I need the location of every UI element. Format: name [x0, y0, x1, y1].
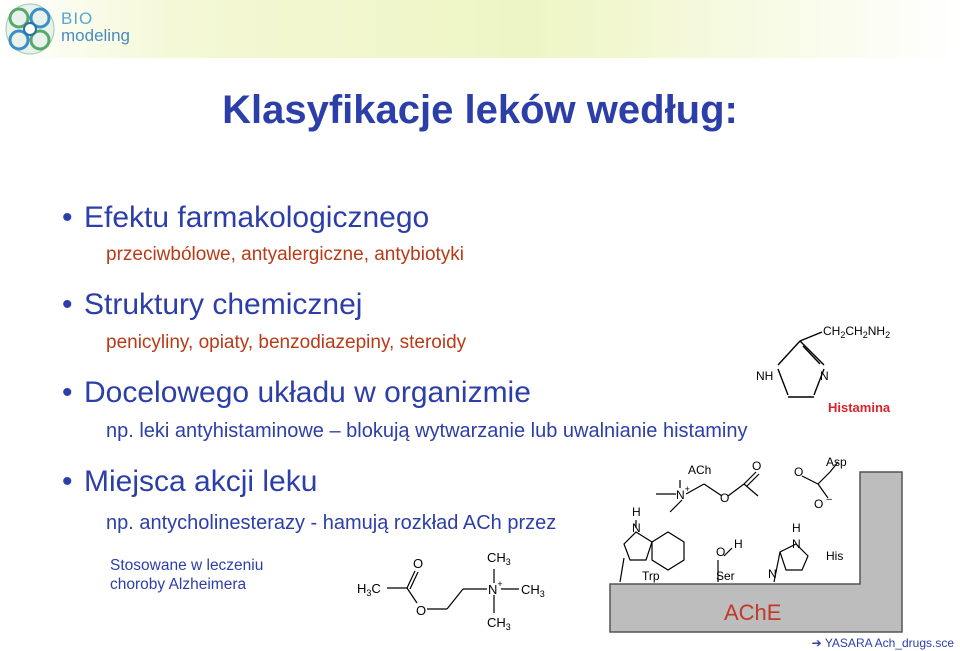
- ache-ser-h: H: [734, 537, 743, 551]
- ache-active-site-diagram: [606, 452, 906, 636]
- ach-ch3-bottom: $CH_3$: [487, 615, 511, 632]
- bullet-sub-pharmacological-effect: przeciwbólowe, antyalergiczne, antybiotyki: [106, 244, 465, 265]
- bullet-heading: Efektu farmakologicznego: [84, 201, 430, 234]
- ache-o-ester: O: [720, 491, 730, 505]
- logo-line-bio: BIO: [61, 9, 94, 28]
- histamine-label: Histamina: [828, 400, 891, 415]
- ache-ach-label: ACh: [688, 463, 712, 477]
- bullet-action-site: [62, 465, 317, 499]
- ache-trp-n: N: [632, 521, 641, 535]
- ache-his-n-top: N: [792, 537, 801, 551]
- ach-n-plus: N+: [488, 579, 503, 597]
- bullet-dot-icon: •: [62, 288, 73, 321]
- ache-his-label: His: [826, 549, 844, 563]
- histamine-structure: [740, 318, 950, 418]
- ache-ser-label: Ser: [716, 569, 735, 583]
- ache-n-plus: N+: [676, 484, 690, 502]
- bullet-heading: Struktury chemicznej: [84, 288, 363, 321]
- biomodeling-logo-icon: [4, 2, 56, 56]
- logo-line-modeling: modeling: [61, 26, 130, 45]
- logo-text: [61, 10, 130, 44]
- ache-trp-label: Trp: [642, 569, 660, 583]
- ache-o-asp-bottom: O –: [814, 494, 832, 511]
- ache-trp-h: H: [632, 505, 641, 519]
- bullet-dot-icon: •: [62, 201, 73, 234]
- ache-his-n-bottom: N: [768, 567, 777, 581]
- bullet-heading: Miejsca akcji leku: [84, 465, 318, 498]
- bullet-sub-chemical-structure: penicyliny, opiaty, benzodiazepiny, steroidy: [106, 332, 467, 353]
- ache-enzyme-label: AChE: [724, 600, 782, 625]
- ache-his-h: H: [792, 521, 801, 535]
- footer-scene-reference: ➔ YASARA Ach_drugs.sce: [811, 636, 954, 650]
- ach-o-carbonyl: O: [413, 556, 424, 571]
- note-line-1: Stosowane w leczeniu: [110, 557, 264, 574]
- bullet-pharmacological-effect: [62, 201, 429, 235]
- alzheimer-note: [110, 556, 263, 594]
- bullet-dot-icon: •: [62, 465, 73, 498]
- bullet-sub-action-site: np. antycholinesterazy - hamują rozkład ACh przez: [106, 512, 557, 534]
- bullet-heading: Docelowego układu w organizmie: [84, 376, 531, 409]
- note-line-2: choroby Alzheimera: [110, 576, 247, 593]
- histamine-nh: NH: [756, 369, 774, 383]
- ache-o-carbonyl: O: [752, 459, 762, 473]
- ach-o-ester: O: [416, 603, 427, 618]
- bullet-sub-target-system: np. leki antyhistaminowe – blokują wytwarzanie lub uwalnianie histaminy: [106, 420, 748, 442]
- ache-ser-o: O: [716, 545, 726, 559]
- header-banner: [0, 0, 960, 58]
- ach-h3c: $H_3C$: [357, 581, 381, 598]
- ache-asp-label: Asp: [826, 455, 847, 469]
- ache-o-asp-top: O: [794, 465, 804, 479]
- histamine-side-chain: $CH_2CH_2NH_2$: [823, 324, 891, 340]
- ach-ch3-right: $CH_3$: [521, 582, 545, 599]
- slide-title: Klasyfikacje leków według:: [222, 88, 738, 132]
- acetylcholine-structure: [355, 545, 555, 635]
- histamine-n: N: [820, 369, 829, 383]
- bullet-dot-icon: •: [62, 376, 73, 409]
- bullet-chemical-structure: [62, 288, 362, 322]
- ach-ch3-top: $CH_3$: [487, 550, 511, 567]
- bullet-target-system: [62, 376, 531, 410]
